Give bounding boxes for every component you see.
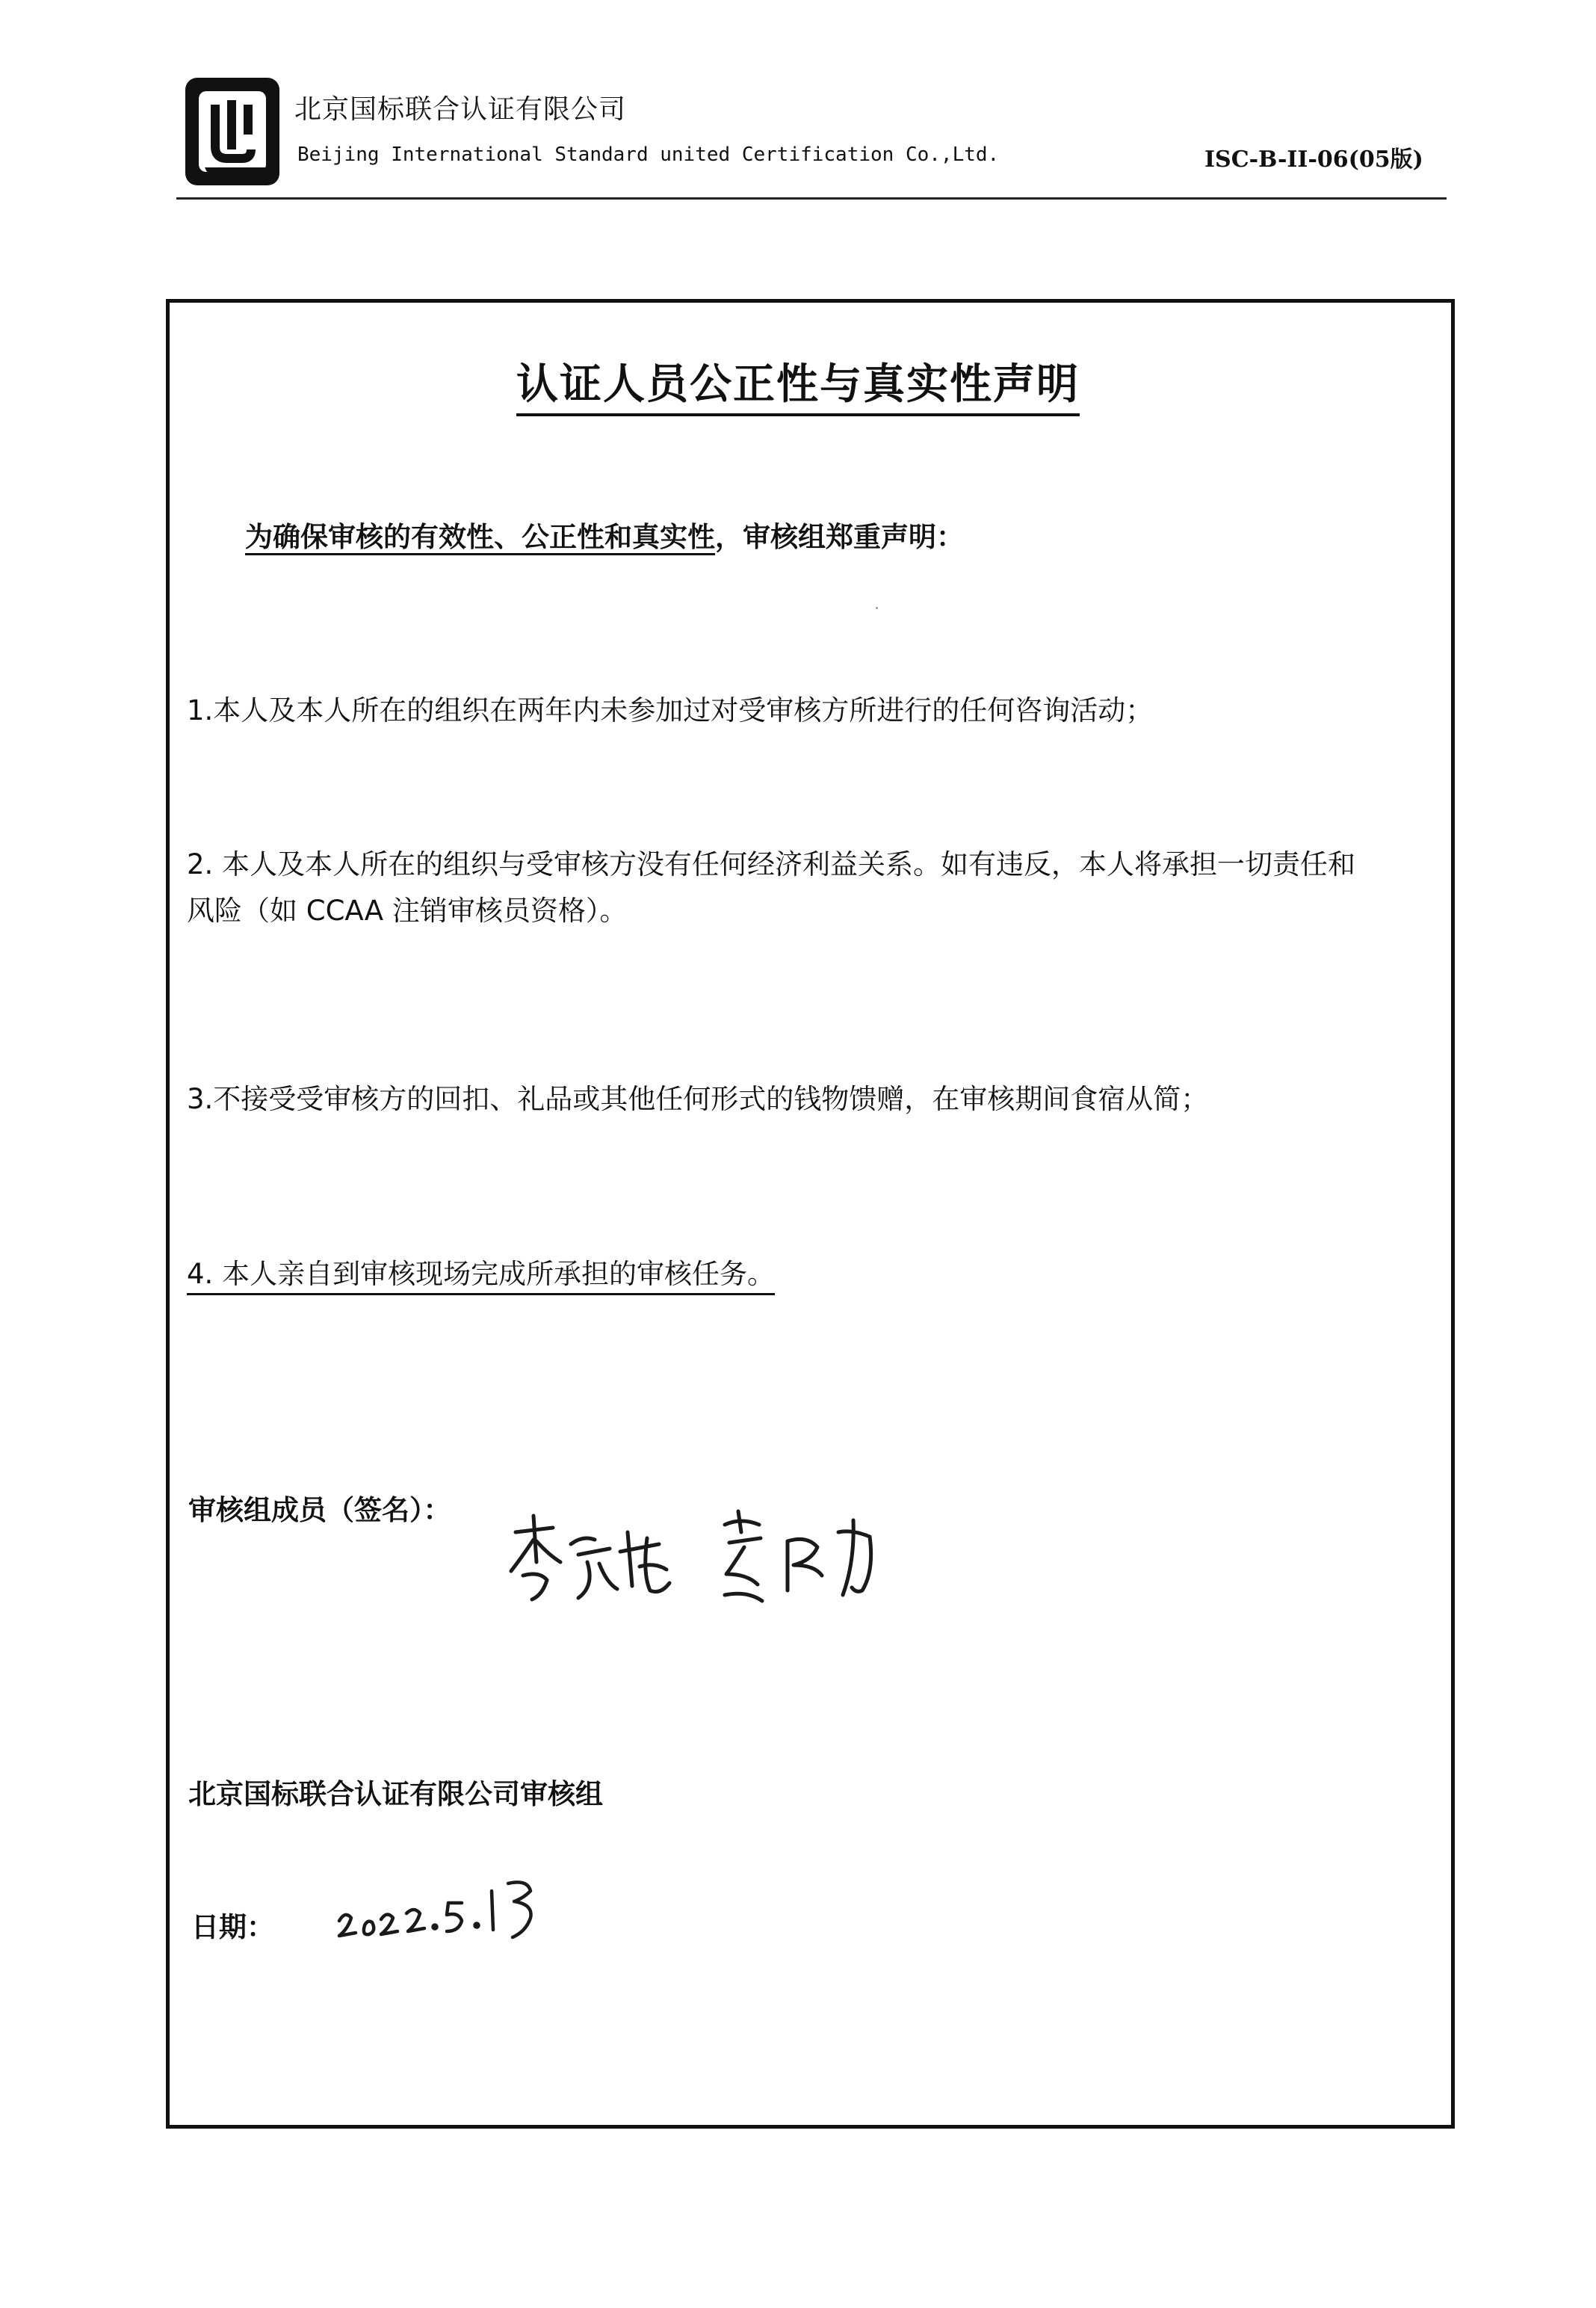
member-signatures xyxy=(501,1502,889,1622)
declaration-item-1: 1.本人及本人所在的组织在两年内未参加过对受审核方所进行的任何咨询活动； xyxy=(187,694,1154,726)
declaration-item-2-line-1: 2. 本人及本人所在的组织与受审核方没有任何经济利益关系。如有违反，本人将承担一切责任和 xyxy=(187,848,1356,880)
company-name-en: Beijing International Standard united Certification Co.,Ltd. xyxy=(297,144,1000,166)
members-signature-label: 审核组成员（签名）： xyxy=(188,1494,451,1526)
document-code: ISC-B-II-06(05版) xyxy=(1204,146,1423,173)
intro-statement xyxy=(245,514,964,561)
intro-underlined-text: 为确保审核的有效性、公正性和真实性 xyxy=(245,521,715,555)
declaration-item-2-line-2: 风险（如 CCAA 注销审核员资格）。 xyxy=(187,895,628,927)
company-name-cn: 北京国标联合认证有限公司 xyxy=(294,94,627,125)
header-divider xyxy=(176,197,1447,200)
title-text: 认证人员公正性与真实性声明 xyxy=(516,360,1080,416)
declaration-item-2 xyxy=(187,842,1355,934)
handwritten-date xyxy=(335,1869,551,1943)
intro-rest-text: ，审核组郑重声明： xyxy=(715,521,964,553)
declaration-item-3: 3.不接受受审核方的回扣、礼品或其他任何形式的钱物馈赠，在审核期间食宿从简； xyxy=(187,1083,1209,1115)
declaration-item-4: 4. 本人亲自到审核现场完成所承担的审核任务。 xyxy=(187,1256,775,1295)
company-logo xyxy=(182,75,282,188)
date-label: 日期： xyxy=(191,1911,274,1943)
scan-speck xyxy=(876,607,878,609)
page-title xyxy=(0,351,1596,411)
audit-team-name: 北京国标联合认证有限公司审核组 xyxy=(188,1778,603,1810)
form-border xyxy=(166,299,1455,2129)
